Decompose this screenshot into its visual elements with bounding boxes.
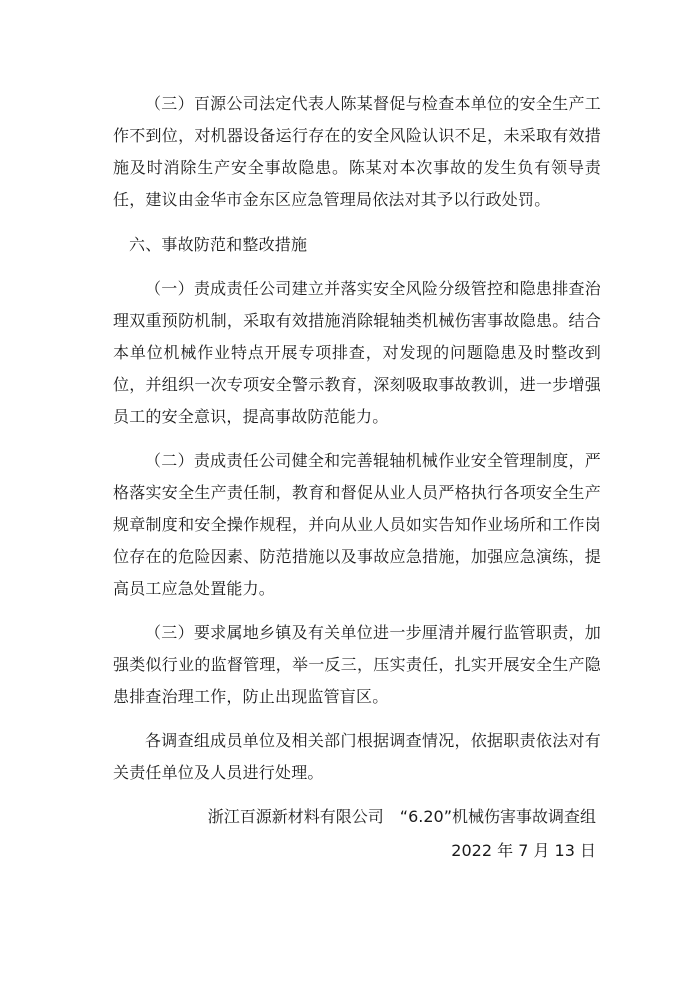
paragraph-closing: 各调查组成员单位及相关部门根据调查情况，依据职责依法对有关责任单位及人员进行处理。	[113, 731, 601, 782]
signature-block	[208, 801, 596, 867]
signature-organization: 浙江百源新材料有限公司 “6.20”机械伤害事故调查组	[207, 807, 596, 826]
paragraph-measure-2: （二）责成责任公司健全和完善辊轴机械作业安全管理制度，严格落实安全生产责任制，教育和督促从业人员严格执行各项安全生产规章制度和安全操作规程，并向从业人员如实告知作业场所和工作岗位存在的危险因素、防范措施以及事故应急措施，加强应急演练，提高员工应急处置能力。	[113, 451, 601, 598]
paragraph-measure-1: （一）责成责任公司建立并落实安全风险分级管控和隐患排查治理双重预防机制，采取有效措施消除辊轴类机械伤害事故隐患。结合本单位机械作业特点开展专项排查，对发现的问题隐患及时整改到位，并组织一次专项安全警示教育，深刻吸取事故教训，进一步增强员工的安全意识，提高事故防范能力。	[113, 279, 601, 426]
signature-date: 2022 年 7 月 13 日	[451, 841, 596, 860]
document-body	[113, 88, 601, 789]
section-heading-prevention-measures: 六、事故防范和整改措施	[129, 235, 308, 254]
paragraph-penalty-recommendation: （三）百源公司法定代表人陈某督促与检查本单位的安全生产工作不到位，对机器设备运行存在的安全风险认识不足，未采取有效措施及时消除生产安全事故隐患。陈某对本次事故的发生负有领导责任，建议由金华市金东区应急管理局依法对其予以行政处罚。	[113, 94, 601, 209]
paragraph-measure-3: （三）要求属地乡镇及有关单位进一步厘清并履行监管职责，加强类似行业的监督管理，举一反三，压实责任，扎实开展安全生产隐患排查治理工作，防止出现监管盲区。	[113, 623, 601, 706]
